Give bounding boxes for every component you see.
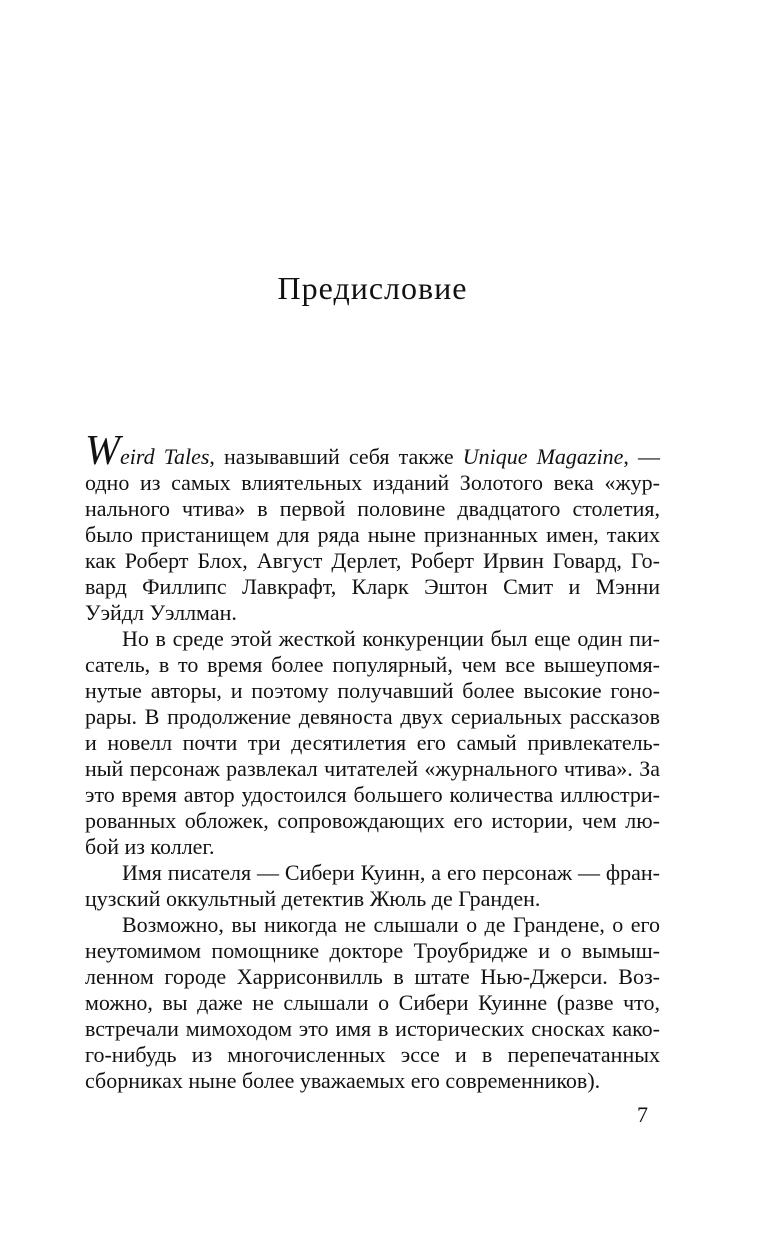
- text-line: рованных обложек, сопровождающих его истории, чем лю-: [85, 808, 660, 833]
- text-line: цузский оккультный детектив Жюль де Гранден.: [85, 886, 541, 911]
- text-line: можно, вы даже не слышали о Сибери Куинне (разве что,: [85, 990, 660, 1015]
- text-line: го-нибудь из многочисленных эссе и в перепечатанных: [85, 1042, 660, 1067]
- text-line: нального чтива» в первой половине двадцатого столетия,: [85, 496, 660, 521]
- text-line: это время автор удостоился большего количества иллюстри-: [85, 782, 660, 807]
- page-title: Предисловие: [277, 270, 468, 306]
- text-line: как Роберт Блох, Август Дерлет, Роберт Ирвин Говард, Го-: [85, 548, 660, 573]
- paragraph: [85, 428, 660, 626]
- text-line: и новелл почти три десятилетия его самый привлекатель-: [85, 730, 660, 755]
- page-number: 7: [637, 1102, 648, 1127]
- text-line: ленном городе Харрисонвилль в штате Нью-Джерси. Воз-: [85, 964, 660, 989]
- text-segment: Unique Magazine: [462, 444, 624, 469]
- text-line: сборниках ныне более уважаемых его современников).: [85, 1068, 601, 1093]
- text-line: встречали мимоходом это имя в исторических сносках како-: [85, 1016, 660, 1041]
- text-line: было пристанищем для ряда ныне признанных имен, таких: [85, 522, 660, 547]
- text-segment: eird Tales: [120, 444, 210, 469]
- text-line: Но в среде этой жесткой конкуренции был еще один пи-: [122, 626, 660, 651]
- text-line: Уэйдл Уэллман.: [85, 600, 237, 625]
- text-line: вард Филлипс Лавкрафт, Кларк Эштон Смит и Мэнни: [85, 574, 660, 599]
- paragraph: [85, 860, 660, 912]
- text-line: бой из коллег.: [85, 834, 215, 859]
- text-line: рары. В продолжение девяноста двух сериальных рассказов: [85, 704, 660, 729]
- drop-cap-initial: W: [85, 428, 120, 474]
- paragraph: [85, 626, 660, 860]
- text-line: сатель, в то время более популярный, чем все вышеупомя-: [85, 652, 660, 677]
- text-line: [85, 428, 660, 474]
- text-line: нутые авторы, и поэтому получавший более высокие гоно-: [85, 678, 660, 703]
- text-line: Имя писателя — Сибери Куинн, а его персонаж — фран-: [122, 860, 660, 885]
- text-line: неутомимом помощнике докторе Троубридже и о вымыш-: [85, 938, 660, 963]
- text-segment: , —: [623, 444, 660, 469]
- paragraph: [85, 912, 660, 1094]
- text-segment: , называвший себя также: [209, 444, 463, 469]
- text-line: ный персонаж развлекал читателей «журнального чтива». За: [85, 756, 660, 781]
- text-line: одно из самых влиятельных изданий Золотого века «жур-: [85, 470, 660, 495]
- text-line: Возможно, вы никогда не слышали о де Грандене, о его: [122, 912, 660, 937]
- body-text: [85, 428, 660, 1094]
